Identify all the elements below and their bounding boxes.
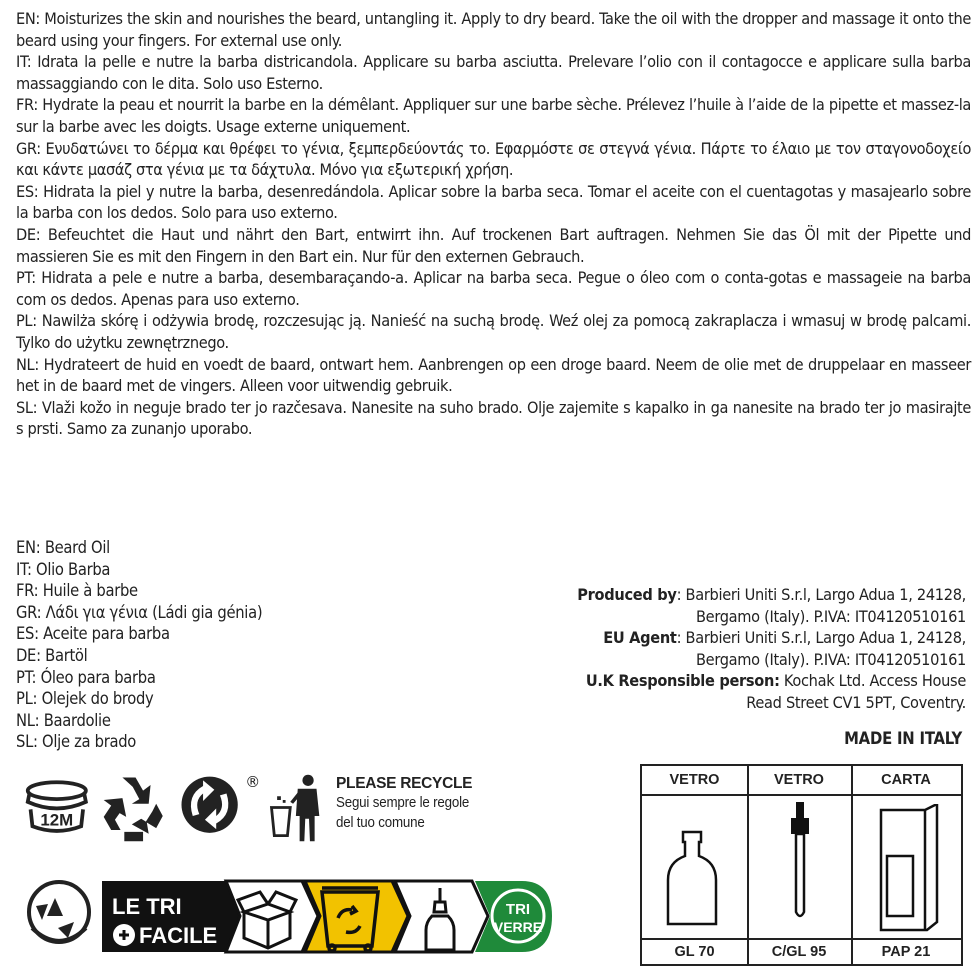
tri-verre-line2: VERRE (493, 919, 543, 935)
produced-by-line: Produced by: Barbieri Uniti S.r.l, Largo Adua 1, 24128, (577, 585, 966, 604)
usage-pl: PL: Nawilża skórę i odżywia brodę, rozczesując ją. Nanieść na suchą brodę. Weź olej za pomocą zakraplacza i wmasuj w brodę palcami. Tylko do użytku zewnętrznego. (16, 311, 971, 352)
usage-es: ES: Hidrata la piel y nutre la barba, desenredándola. Aplicar sobre la barba seca. Tomar el aceite con el cuentagotas y masajearlo sobre la barba con los dedos. Solo para uso externo. (16, 181, 971, 223)
usage-de: DE: Befeuchtet die Haut und nährt den Bart, entwirrt ihn. Auf trockenen Bart auftragen. Nehmen Sie das Öl mit der Pipette und massieren Sie es mit den Fingern in den Bart ein. Nur für den externen Gebrauch. (16, 224, 972, 266)
uk-responsible-address: Read Street CV1 5PT, Coventry. (746, 692, 966, 712)
product-name-sl: SL: Olje za brado (16, 732, 137, 752)
usage-fr: FR: Hydrate la peau et nourrit la barbe en la démêlant. Appliquer sur une barbe sèche. Prélevez l’huile à l’aide de la pipette et massez-la sur la barbe avec les doigts. Usage externe uniquement. (16, 95, 971, 136)
box-chevron (226, 881, 318, 952)
uk-responsible-line: U.K Responsible person: Kochak Ltd. Access House (585, 671, 966, 691)
product-names (16, 537, 262, 753)
pao-jar-icon (28, 782, 86, 831)
recycle-mobius-icon (104, 778, 163, 842)
product-name-en: EN: Beard Oil (16, 538, 110, 557)
bottle-icon (664, 828, 724, 928)
tri-facile-line1: LE TRI (112, 894, 182, 919)
material-code: GL 70 (642, 938, 747, 964)
eu-agent-address: Bergamo (Italy). P.IVA: IT04120510161 (695, 649, 966, 669)
product-name-pl: PL: Olejek do brody (16, 689, 154, 709)
material-header: CARTA (851, 766, 961, 796)
materials-table (640, 764, 963, 966)
product-name-nl: NL: Baardolie (16, 710, 111, 730)
usage-instructions (16, 8, 971, 440)
producer-info (506, 584, 966, 714)
recycle-icons-row (14, 770, 334, 845)
usage-it: IT: Idrata la pelle e nutre la barba districandola. Applicare su barba asciutta. Prelevare l’olio con il contagocce e applicare sulla barba massaggiando con le dita. Solo uso Esterno. (16, 52, 971, 93)
please-recycle-title: PLEASE RECYCLE (336, 775, 473, 792)
please-recycle (336, 775, 481, 833)
product-name-pt: PT: Óleo para barba (16, 667, 156, 687)
please-recycle-line1: Segui sempre le regole (336, 795, 470, 811)
usage-en: EN: Moisturizes the skin and nourishes the beard, untangling it. Apply to dry beard. Take the oil with the dropper and massage it onto the beard using your fingers. For external use only. (16, 9, 971, 50)
triman-strip (22, 876, 562, 958)
material-header: VETRO (747, 766, 851, 796)
green-dot-icon (182, 777, 238, 833)
pao-label: 12M (40, 810, 74, 830)
usage-sl: SL: Vlaži kožo in neguje brado ter jo razčesava. Nanesite na suho brado. Olje zajemite s kapalko in ga nanesite na brado ter jo masirajte s prsti. Samo za zunanjo uporabo. (16, 397, 971, 439)
material-header: VETRO (642, 766, 747, 796)
material-code: C/GL 95 (747, 938, 851, 964)
produced-by-address: Bergamo (Italy). P.IVA: IT04120510161 (695, 606, 966, 626)
eu-agent-line: EU Agent: Barbieri Uniti S.r.l, Largo Adua 1, 24128, (603, 628, 966, 648)
product-name-de: DE: Bartöl (16, 645, 88, 665)
material-column-bottle (642, 766, 749, 964)
usage-gr: GR: Ενυδατώνει το δέρμα και θρέφει το γένια, ξεμπερδεύοντάς το. Εφαρμόστε σε στεγνά γένια. Πάρτε το έλαιο με τον σταγονοδοχείο και κάντε μασάζ στα γένια με τα δάχτυλα. Μόνο για εξωτερική χρήση. (16, 138, 971, 180)
box-icon (875, 804, 945, 934)
registered-mark: ® (245, 772, 261, 791)
made-in-italy: MADE IN ITALY (844, 729, 962, 748)
usage-nl: NL: Hydrateert de huid en voedt de baard, ontwart hem. Aanbrengen op een droge baard. Neem de olie met de druppelaar en masseer het in de baard met de vingers. Alleen voor uitwendig gebruik. (16, 354, 971, 396)
tri-facile-line2: FACILE (139, 923, 218, 948)
material-column-dropper (747, 766, 853, 964)
please-recycle-line2: del tuo comune (336, 815, 425, 831)
product-name-es: ES: Aceite para barba (16, 624, 170, 644)
tri-verre-line1: TRI (505, 901, 531, 918)
usage-pt: PT: Hidrata a pele e nutre a barba, desembaraçando-a. Aplicar na barba seca. Pegue o óleo com o conta-gotas e massageie na barba com os dedos. Apenas para uso externo. (16, 268, 971, 309)
tidyman-icon (272, 775, 320, 842)
dropper-icon (783, 800, 819, 922)
product-name-it: IT: Olio Barba (16, 559, 111, 579)
product-name-fr: FR: Huile à barbe (16, 581, 138, 601)
triman-icon (29, 882, 89, 942)
material-column-box (851, 766, 961, 964)
product-name-gr: GR: Λάδι για γένια (Ládi gia génia) (16, 602, 263, 622)
material-code: PAP 21 (851, 938, 961, 964)
